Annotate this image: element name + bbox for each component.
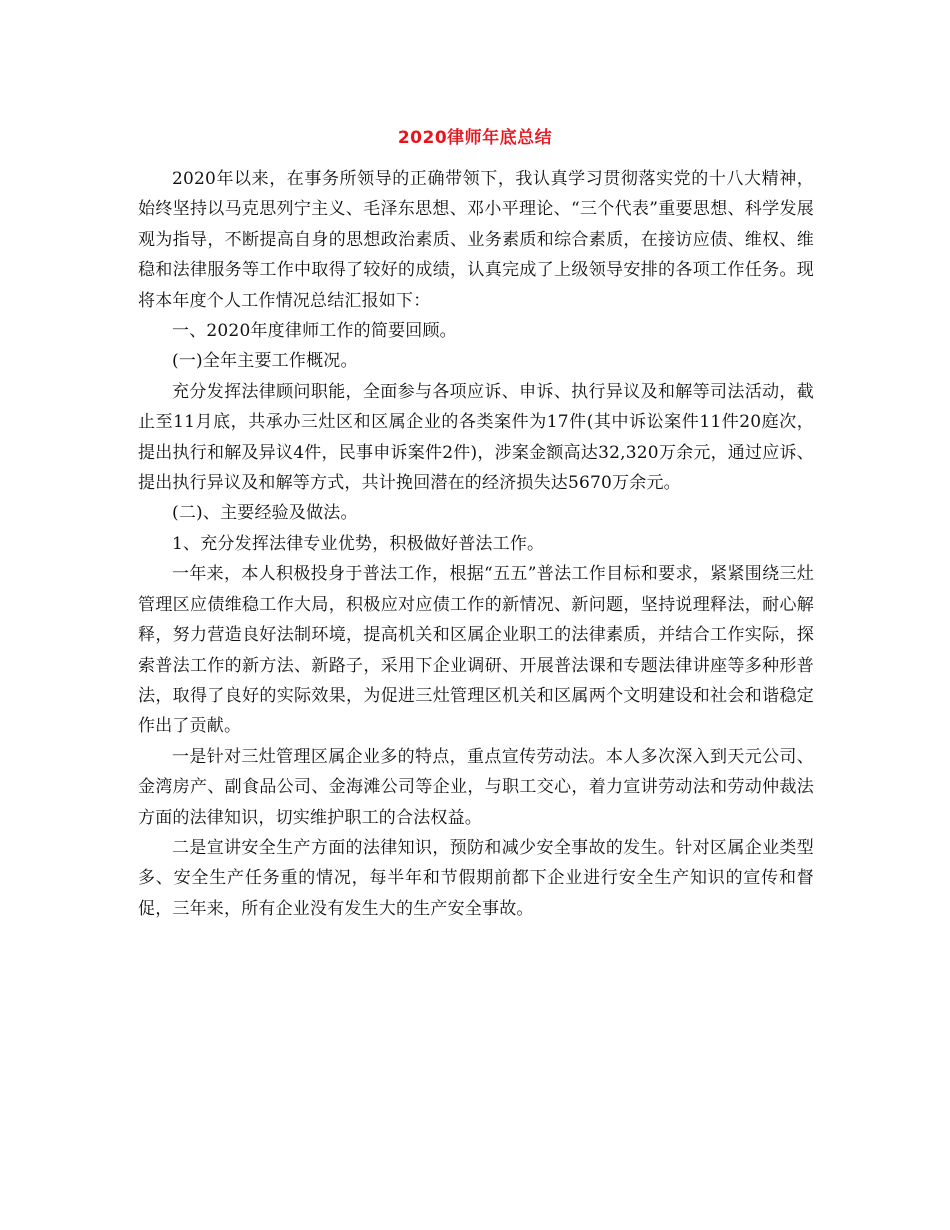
heading-subsection-1: (一)全年主要工作概况。 [172, 351, 358, 372]
heading-subsection-2: (二)、主要经验及做法。 [172, 503, 358, 524]
paragraph-safety-production: 二是宣讲安全生产方面的法律知识，预防和减少安全事故的发生。针对区属企业类型多、安全生产任务重的情况，每半年和节假期前都下企业进行安全生产知识的宣传和督促，三年来，所有企业没有发生大的生产安全事故。 [138, 837, 814, 919]
heading-section-1: 一、2020年度律师工作的简要回顾。 [172, 321, 457, 342]
paragraph-intro: 2020年以来，在事务所领导的正确带领下，我认真学习贯彻落实党的十八大精神，始终坚持以马克思列宁主义、毛泽东思想、邓小平理论、“三个代表”重要思想、科学发展观为指导，不断提高自身的思想政治素质、业务素质和综合素质，在接访应债、维权、维稳和法律服务等工作中取得了较好的成绩，认真完成了上级领导安排的各项工作任务。现将本年度个人工作情况总结汇报如下： [138, 169, 814, 311]
heading-item-1: 1、充分发挥法律专业优势，积极做好普法工作。 [172, 533, 545, 554]
paragraph-legal-education: 一年来，本人积极投身于普法工作，根据“五五”普法工作目标和要求，紧紧围绕三灶管理区应债维稳工作大局，积极应对应债工作的新情况、新问题，坚持说理释法，耐心解释，努力营造良好法制环境，提高机关和区属企业职工的法律素质，并结合工作实际，探索普法工作的新方法、新路子，采用下企业调研、开展普法课和专题法律讲座等多种形普法，取得了良好的实际效果，为促进三灶管理区机关和区属两个文明建设和社会和谐稳定作出了贡献。 [138, 564, 814, 737]
document-body [138, 164, 814, 924]
paragraph-labor-law: 一是针对三灶管理区属企业多的特点，重点宣传劳动法。本人多次深入到天元公司、金湾房产、副食品公司、金海滩公司等企业，与职工交心，着力宣讲劳动法和劳动仲裁法方面的法律知识，切实维护职工的合法权益。 [138, 746, 814, 828]
document-title: 2020律师年底总结 [397, 128, 553, 148]
paragraph-work-overview: 充分发挥法律顾问职能，全面参与各项应诉、申诉、执行异议及和解等司法活动，截止至11月底，共承办三灶区和区属企业的各类案件为17件(其中诉讼案件11件20庭次，提出执行和解及异议4件，民事申诉案件2件)，涉案金额高达32,320万余元，通过应诉、提出执行异议及和解等方式，共计挽回潜在的经济损失达5670万余元。 [138, 381, 814, 494]
